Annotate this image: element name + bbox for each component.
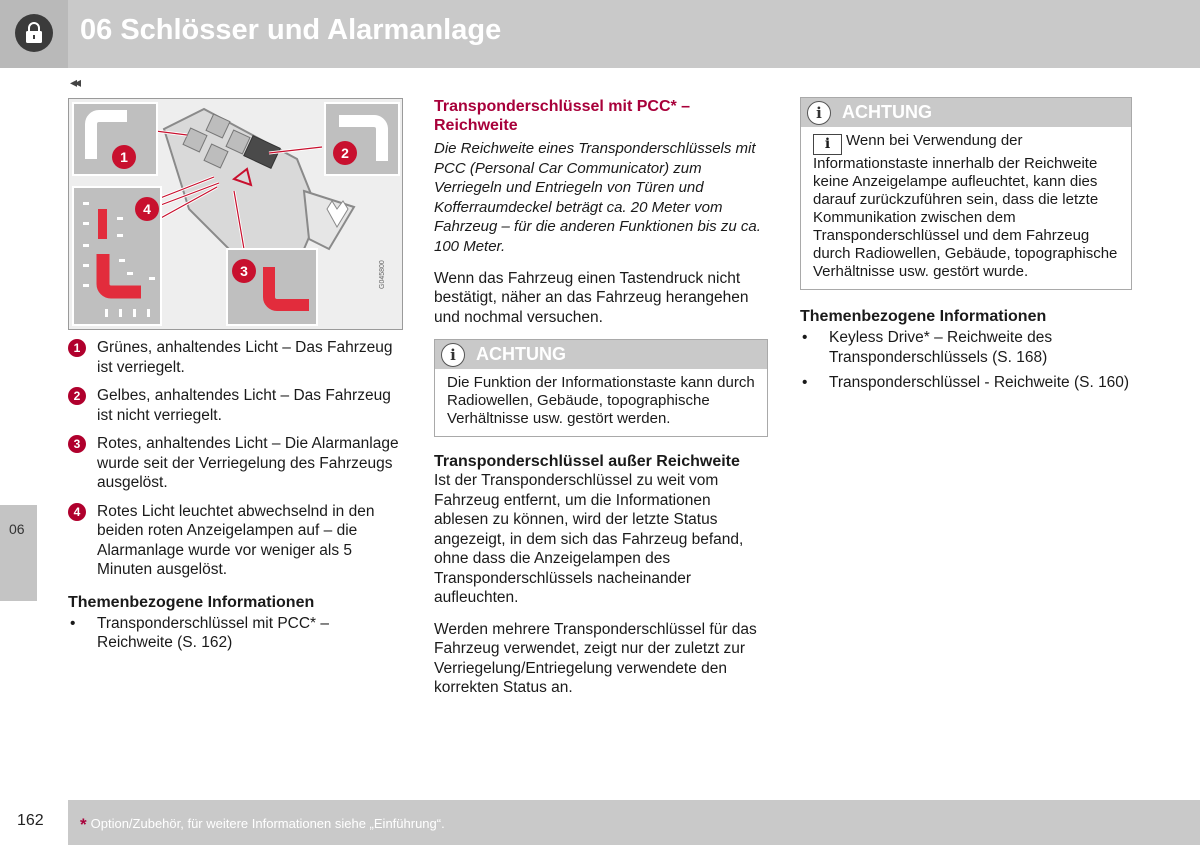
svg-text:4: 4 [143, 201, 151, 217]
footnote [80, 815, 445, 835]
warning-body [801, 127, 1131, 289]
warning-box [800, 97, 1132, 290]
svg-text:2: 2 [341, 145, 349, 161]
warning-header [435, 340, 767, 369]
warning-title: ACHTUNG [476, 344, 566, 365]
warning-box [434, 339, 768, 437]
paragraph: Werden mehrere Transponderschlüssel für das Fahrzeug verwendet, zeigt nur der zuletzt zur Verriegelung/Entriegelung verwendete den korrekten Status an. [434, 620, 757, 697]
chapter-title: 06 Schlösser und Alarmanlage [80, 14, 502, 46]
side-column [800, 97, 1132, 393]
warning-header [801, 98, 1131, 127]
figure-code: G045800 [379, 260, 386, 289]
callout-badge: 4 [68, 503, 86, 521]
back-chevron-icon[interactable]: ◂◂ [70, 74, 79, 90]
info-icon: i [807, 101, 831, 125]
info-button-icon: i [813, 134, 842, 155]
legend-text: Rotes, anhaltendes Licht – Die Alarmanlage wurde seit der Verriegelung des Fahrzeugs ausgelöst. [97, 435, 399, 491]
paragraph: Ist der Transponderschlüssel zu weit vom Fahrzeug entfernt, um die Informationen ablesen zu können, wird der letzte Status angezeigt, in dem sich das Fahrzeug befand, ohne dass die Anzeigelampen des Transponderschlüssels nacheinander aufleuchten. [434, 472, 744, 607]
intro-paragraph: Die Reichweite eines Transponderschlüssels mit PCC (Personal Car Communicator) zum Verriegeln und Entriegeln von Türen und Kofferraumdeckel beträgt ca. 20 Meter vom Fahrzeug – für die anderen Funktionen bis zu ca. 100 Meter. [434, 140, 761, 255]
legend-text: Gelbes, anhaltendes Licht – Das Fahrzeug ist nicht verriegelt. [97, 387, 391, 424]
legend-item [68, 502, 403, 580]
related-info-link[interactable]: • Transponderschlüssel - Reichweite (S. 160) [800, 373, 1132, 393]
key-fob-illustration [68, 98, 403, 330]
legend-item [68, 338, 403, 377]
page-number-box [0, 800, 68, 845]
warning-title: ACHTUNG [842, 102, 932, 122]
key-fob-drawing [69, 99, 402, 329]
warning-text: Wenn bei Verwendung der Informationstaste innerhalb der Reichweite keine Anzeigelampe aufleuchtet, kann dies darauf zurückzuführen sein, dass die letzte Kommunikation zwischen dem Transponderschlüssel und dem Fahrzeug durch Radiowellen, Gebäude, topographische Verhältnisse usw. gestört wurde. [813, 132, 1118, 280]
footnote-star: * [80, 815, 87, 834]
info-icon: i [441, 343, 465, 367]
legend-text: Grünes, anhaltendes Licht – Das Fahrzeug ist verriegelt. [97, 339, 393, 376]
svg-text:1: 1 [120, 149, 128, 165]
paragraph: Wenn das Fahrzeug einen Tastendruck nicht bestätigt, näher an das Fahrzeug herangehen und nochmal versuchen. [434, 269, 749, 326]
legend-item [68, 386, 403, 425]
chapter-icon-box [0, 0, 68, 68]
subsection-heading: Transponderschlüssel außer Reichweite [434, 453, 740, 471]
page-number: 162 [17, 812, 44, 829]
page-footer [0, 800, 1200, 845]
related-info-heading: Themenbezogene Informationen [800, 308, 1047, 325]
callout-badge: 2 [68, 387, 86, 405]
main-text-column [434, 97, 768, 710]
warning-text: Die Funktion der Informationstaste kann durch Radiowellen, Gebäude, topographische Verhältnisse usw. gestört werden. [447, 374, 755, 428]
page-header [0, 0, 1200, 68]
lock-icon [15, 14, 53, 52]
callout-badge: 3 [68, 435, 86, 453]
chapter-side-tab[interactable] [0, 505, 37, 601]
legend-text: Rotes Licht leuchtet abwechselnd in den beiden roten Anzeigelampen auf – die Alarmanlage wurde vor weniger als 5 Minuten ausgelöst. [97, 502, 375, 578]
legend-column [68, 338, 403, 653]
callout-badge: 1 [68, 339, 86, 357]
chapter-side-tab-label: 06 [9, 521, 25, 537]
section-heading: Transponderschlüssel mit PCC* – Reichweite [434, 98, 691, 134]
related-info-link[interactable]: • Transponderschlüssel mit PCC* – Reichweite (S. 162) [68, 614, 403, 653]
svg-text:3: 3 [240, 263, 248, 279]
related-info-heading: Themenbezogene Informationen [68, 593, 315, 611]
related-info-link[interactable]: • Keyless Drive* – Reichweite des Transponderschlüssels (S. 168) [800, 328, 1132, 367]
legend-item [68, 434, 403, 493]
footnote-text: Option/Zubehör, für weitere Informationen siehe „Einführung“. [90, 816, 445, 831]
